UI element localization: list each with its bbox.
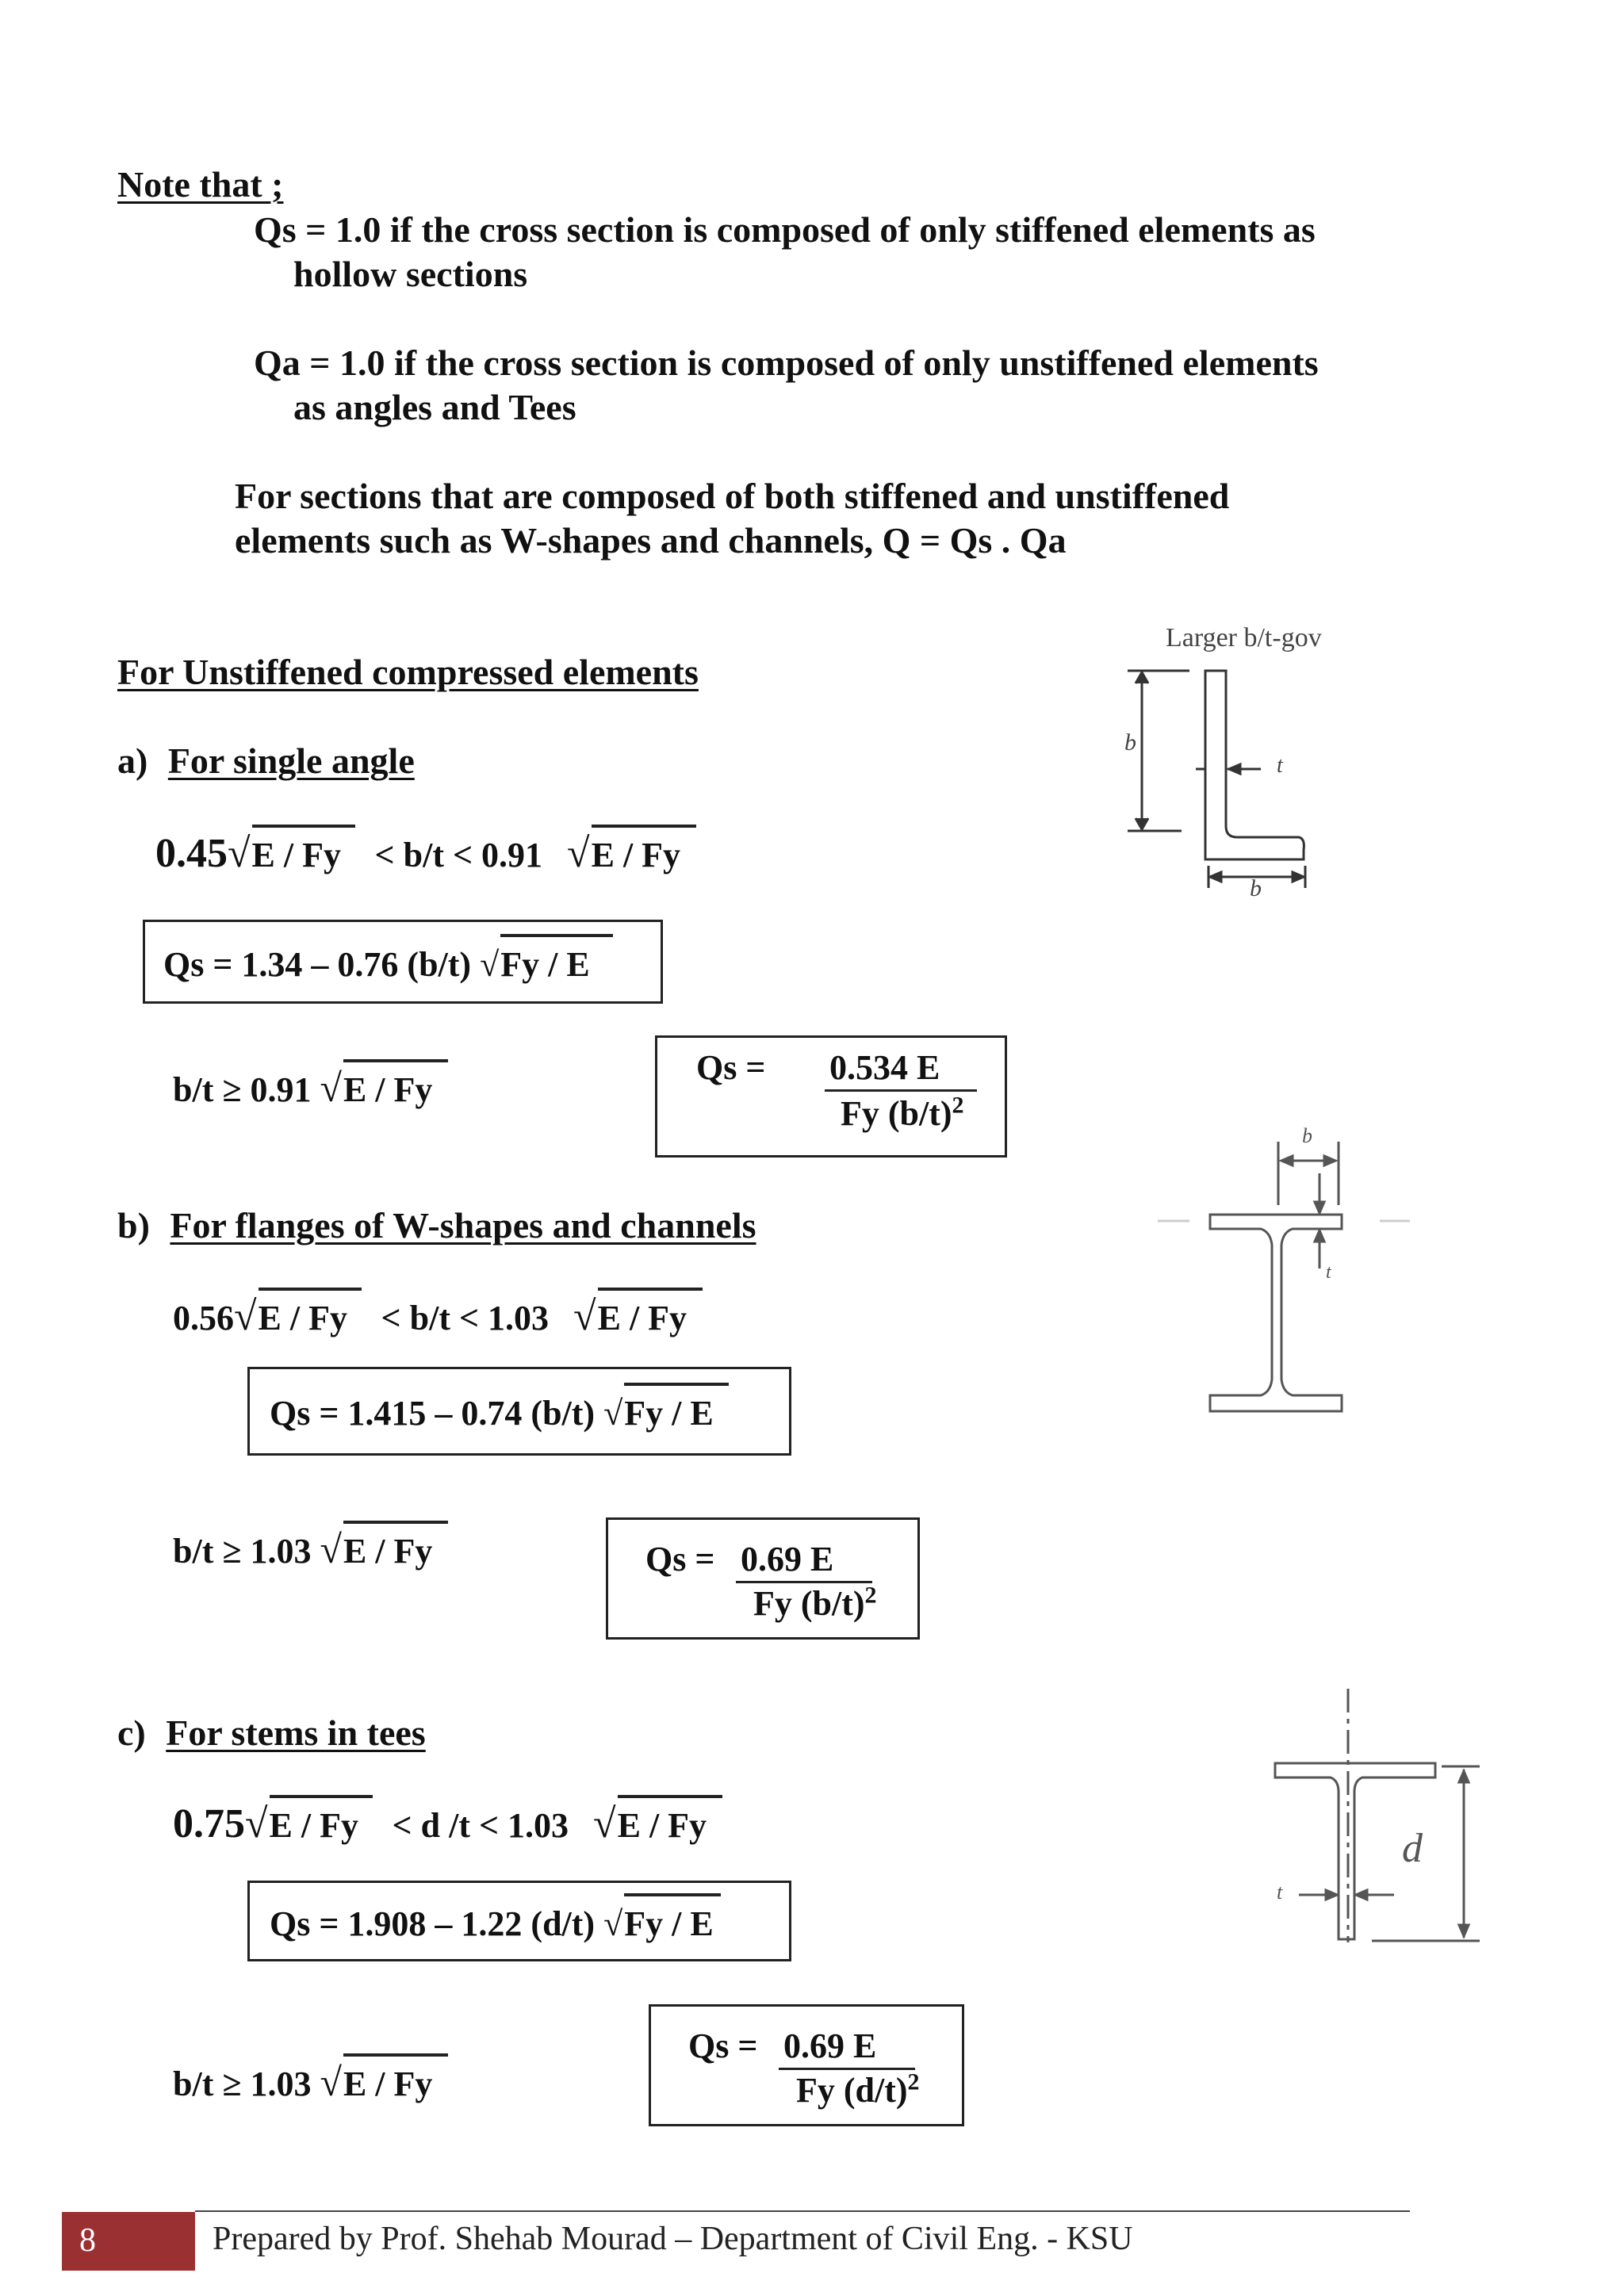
- footer-text: Prepared by Prof. Shehab Mourad – Department of Civil Eng. - KSU: [213, 2221, 1133, 2257]
- sqrt-fy-e: √Fy / E: [480, 934, 613, 991]
- section-b-formula1: Qs = 1.415 – 0.74 (b/t) √Fy / E: [270, 1383, 729, 1440]
- sqrt-e-fy: √E / Fy: [573, 1288, 703, 1345]
- section-b-heading: [117, 1203, 756, 1248]
- section-b-formula2-num: 0.69 E: [736, 1538, 872, 1583]
- page-number: 8: [79, 2222, 96, 2259]
- footer-page-badge: [62, 2212, 195, 2271]
- angle-figure: [1110, 650, 1380, 912]
- sqrt-e-fy: √E / Fy: [234, 1288, 362, 1345]
- section-a-formula2-den: Fy $(b/t)^2$: [841, 1092, 964, 1133]
- section-b-cond2: b/t ≥ 1.03 √E / Fy: [173, 1521, 448, 1578]
- sqrt-e-fy: √E / Fy: [593, 1795, 722, 1852]
- sqrt-e-fy: √E / Fy: [245, 1795, 373, 1852]
- section-b-title: For flanges of W-shapes and channels: [170, 1205, 756, 1246]
- sqrt-e-fy: √E / Fy: [567, 825, 696, 882]
- section-a-range: [155, 825, 696, 882]
- angle-b2-label: b: [1250, 875, 1262, 901]
- section-c-marker: c): [117, 1712, 146, 1753]
- section-b-formula2-den: Fy $(b/t)^2$: [753, 1582, 877, 1623]
- sqrt-e-fy: √E / Fy: [320, 2053, 448, 2110]
- section-c-formula1: Qs = 1.908 – 1.22 (d/t) √Fy / E: [270, 1893, 721, 1950]
- footer-rule: [195, 2210, 1410, 2212]
- section-c-cond2: b/t ≥ 1.03 √E / Fy: [173, 2053, 448, 2110]
- section-a-formula2-num: 0.534 E: [825, 1047, 977, 1092]
- section-c-formula2-num: 0.69 E: [779, 2025, 915, 2070]
- section-a-range-coef: 0.45: [155, 831, 228, 876]
- wshape-t-label: t: [1326, 1262, 1331, 1283]
- section-a-cond2: b/t ≥ 0.91 √E / Fy: [173, 1059, 448, 1116]
- sqrt-e-fy: √E / Fy: [320, 1521, 448, 1578]
- section-c-range: 0.75√E / Fy < d /t < 1.03 √E / Fy: [173, 1795, 722, 1852]
- section-c-heading: [117, 1711, 426, 1755]
- note-qs-line1: Qs = 1.0 if the cross section is composed of only stiffened elements as: [254, 209, 1316, 250]
- section-c-title: For stems in tees: [166, 1712, 426, 1753]
- note-qa-line1: Qa = 1.0 if the cross section is composed of only unstiffened elements: [254, 342, 1319, 383]
- wshape-b-label: b: [1302, 1124, 1312, 1147]
- note-qa-line2: as angles and Tees: [293, 387, 576, 427]
- section-a-heading: [117, 739, 415, 783]
- note-both-line1: For sections that are composed of both stiffened and unstiffened: [235, 476, 1230, 516]
- section-c-formula2-den: Fy $(d/t)^2$: [796, 2068, 920, 2110]
- tee-t-label: t: [1277, 1881, 1283, 1904]
- section-b-marker: b): [117, 1205, 150, 1246]
- angle-t-label: t: [1277, 753, 1283, 778]
- note-heading: Note that ;: [117, 164, 284, 205]
- section-b-formula2-lhs: Qs =: [645, 1540, 715, 1578]
- sqrt-fy-e: √Fy / E: [603, 1383, 729, 1440]
- note-both-line2: elements such as W-shapes and channels, Q = Qs . Qa: [235, 520, 1067, 561]
- section-b-range: 0.56√E / Fy < b/t < 1.03 √E / Fy: [173, 1288, 703, 1345]
- section-a-formula2-lhs: Qs =: [696, 1048, 766, 1087]
- wshape-figure: [1158, 1126, 1411, 1435]
- sqrt-e-fy: √E / Fy: [228, 825, 355, 882]
- section-a-formula1: Qs = 1.34 – 0.76 (b/t) √Fy / E: [163, 934, 613, 991]
- tee-d-label: d: [1402, 1826, 1423, 1871]
- section-a-range-mid: < b/t < 0.91: [374, 836, 543, 874]
- unstiffened-heading: For Unstiffened compressed elements: [117, 652, 699, 692]
- section-c-formula2-lhs: Qs =: [688, 2026, 758, 2065]
- note-qs-line2: hollow sections: [293, 254, 528, 294]
- sqrt-fy-e: √Fy / E: [603, 1893, 721, 1950]
- tee-figure: [1253, 1689, 1499, 1958]
- sqrt-e-fy: √E / Fy: [320, 1059, 448, 1116]
- section-a-marker: a): [117, 740, 148, 781]
- angle-figure-caption: Larger b/t-gov: [1166, 623, 1322, 652]
- section-a-title: For single angle: [167, 740, 415, 781]
- angle-b-label: b: [1124, 729, 1136, 756]
